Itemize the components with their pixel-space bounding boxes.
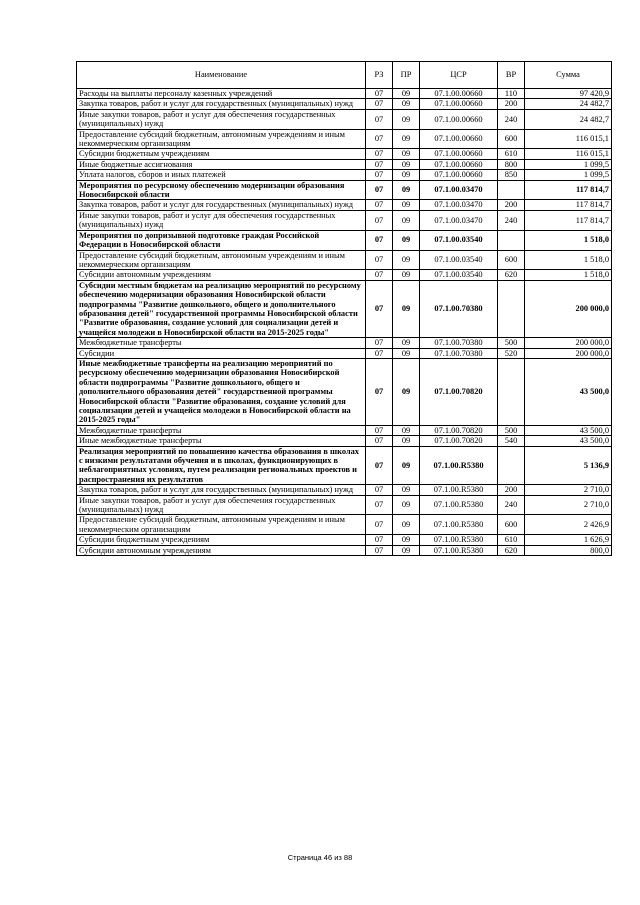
cell-pr: 09 [393,535,420,545]
table-row [77,270,612,280]
cell-sum: 2 710,0 [525,495,612,515]
cell-name: Предоставление субсидий бюджетным, автономным учреждениям и иным некоммерческим организациям [77,250,366,270]
cell-sum: 2 426,9 [525,515,612,535]
cell-name: Межбюджетные трансферты [77,425,366,435]
cell-vr [498,280,525,337]
cell-pr: 09 [393,170,420,180]
cell-name: Закупка товаров, работ и услуг для государственных (муниципальных) нужд [77,485,366,495]
table-row [77,170,612,180]
cell-pr: 09 [393,89,420,99]
cell-vr: 600 [498,129,525,149]
cell-csr: 07.1.00.70380 [420,348,498,358]
cell-csr: 07.1.00.00660 [420,99,498,109]
table-row [77,348,612,358]
cell-pr: 09 [393,348,420,358]
cell-vr [498,358,525,425]
cell-sum: 1 099,5 [525,159,612,169]
cell-sum: 200 000,0 [525,338,612,348]
cell-csr: 07.1.00.R5380 [420,495,498,515]
cell-name: Предоставление субсидий бюджетным, автономным учреждениям и иным некоммерческим организациям [77,129,366,149]
table-row [77,210,612,230]
cell-sum: 43 500,0 [525,358,612,425]
cell-pr: 09 [393,446,420,485]
cell-csr: 07.1.00.00660 [420,149,498,159]
cell-pr: 09 [393,129,420,149]
cell-sum: 117 814,7 [525,210,612,230]
table-row [77,535,612,545]
cell-vr: 200 [498,485,525,495]
cell-csr: 07.1.00.03470 [420,210,498,230]
cell-vr [498,180,525,200]
cell-name: Иные закупки товаров, работ и услуг для обеспечения государственных (муниципальных) нужд [77,210,366,230]
cell-csr: 07.1.00.00660 [420,170,498,180]
cell-vr: 620 [498,545,525,555]
cell-pr: 09 [393,545,420,555]
cell-name: Иные межбюджетные трансферты на реализацию мероприятий по ресурсному обеспечению модернизации образования Новосибирской области подпрограммы "Развитие дошкольного, общего и дополнительного образования детей" государственной программы Новосибирской области "Развитие образования, создание условий для социализации детей и учащейся молодежи в Новосибирской области на 2015-2025 годы" [77,358,366,425]
cell-csr: 07.1.00.70820 [420,425,498,435]
cell-sum: 43 500,0 [525,436,612,446]
cell-csr: 07.1.00.00660 [420,109,498,129]
cell-rz: 07 [366,200,393,210]
cell-name: Закупка товаров, работ и услуг для государственных (муниципальных) нужд [77,200,366,210]
table-row [77,99,612,109]
cell-name: Иные бюджетные ассигнования [77,159,366,169]
cell-pr: 09 [393,109,420,129]
cell-sum: 1 518,0 [525,250,612,270]
cell-vr: 240 [498,109,525,129]
table-row [77,89,612,99]
cell-csr: 07.1.00.00660 [420,89,498,99]
cell-sum: 97 420,9 [525,89,612,99]
table-row [77,149,612,159]
table-row [77,485,612,495]
cell-csr: 07.1.00.R5380 [420,535,498,545]
table-row [77,515,612,535]
cell-name: Субсидии автономным учреждениям [77,270,366,280]
cell-rz: 07 [366,515,393,535]
cell-vr: 520 [498,348,525,358]
table-body [77,89,612,556]
cell-name: Иные межбюджетные трансферты [77,436,366,446]
header-rz: РЗ [366,62,393,89]
cell-name: Уплата налогов, сборов и иных платежей [77,170,366,180]
cell-rz: 07 [366,270,393,280]
table-row [77,495,612,515]
cell-csr: 07.1.00.R5380 [420,515,498,535]
cell-csr: 07.1.00.03470 [420,200,498,210]
cell-pr: 09 [393,425,420,435]
cell-rz: 07 [366,425,393,435]
cell-pr: 09 [393,338,420,348]
cell-vr [498,230,525,250]
cell-vr: 850 [498,170,525,180]
cell-sum: 116 015,1 [525,149,612,159]
table-row [77,446,612,485]
header-name: Наименование [77,62,366,89]
cell-csr: 07.1.00.70820 [420,358,498,425]
cell-sum: 117 814,7 [525,200,612,210]
cell-vr: 600 [498,515,525,535]
cell-rz: 07 [366,535,393,545]
budget-table [76,61,612,556]
cell-pr: 09 [393,250,420,270]
cell-csr: 07.1.00.03470 [420,180,498,200]
cell-name: Субсидии бюджетным учреждениям [77,535,366,545]
cell-name: Мероприятия по ресурсному обеспечению модернизации образования Новосибирской области [77,180,366,200]
cell-sum: 116 015,1 [525,129,612,149]
cell-rz: 07 [366,149,393,159]
table-row [77,250,612,270]
cell-csr: 07.1.00.00660 [420,129,498,149]
cell-rz: 07 [366,250,393,270]
table-row [77,159,612,169]
cell-pr: 09 [393,180,420,200]
table-row [77,180,612,200]
cell-name: Мероприятия по допризывной подготовке граждан Российской Федерации в Новосибирской области [77,230,366,250]
cell-sum: 1 518,0 [525,230,612,250]
cell-sum: 200 000,0 [525,348,612,358]
cell-name: Иные закупки товаров, работ и услуг для обеспечения государственных (муниципальных) нужд [77,109,366,129]
cell-pr: 09 [393,515,420,535]
table-row [77,545,612,555]
cell-csr: 07.1.00.03540 [420,230,498,250]
cell-name: Субсидии [77,348,366,358]
cell-rz: 07 [366,446,393,485]
header-sum: Сумма [525,62,612,89]
cell-rz: 07 [366,436,393,446]
cell-name: Субсидии местным бюджетам на реализацию мероприятий по ресурсному обеспечению модернизации образования Новосибирской области подпрограммы "Развитие дошкольного, общего и дополнительного образования детей" государственной программы Новосибирской области "Развитие образования, создание условий для социализации детей и учащейся молодежи в Новосибирской области на 2015-2025 годы" [77,280,366,337]
table-row [77,425,612,435]
cell-sum: 5 136,9 [525,446,612,485]
cell-name: Субсидии автономным учреждениям [77,545,366,555]
cell-sum: 800,0 [525,545,612,555]
cell-vr: 620 [498,270,525,280]
page-number: Страница 46 из 88 [287,853,353,862]
cell-pr: 09 [393,159,420,169]
table-row [77,358,612,425]
cell-rz: 07 [366,545,393,555]
cell-sum: 2 710,0 [525,485,612,495]
cell-rz: 07 [366,495,393,515]
cell-pr: 09 [393,358,420,425]
cell-sum: 1 518,0 [525,270,612,280]
cell-rz: 07 [366,485,393,495]
cell-rz: 07 [366,348,393,358]
table-row [77,230,612,250]
cell-csr: 07.1.00.03540 [420,270,498,280]
cell-vr: 110 [498,89,525,99]
table-row [77,338,612,348]
cell-csr: 07.1.00.03540 [420,250,498,270]
cell-pr: 09 [393,495,420,515]
cell-rz: 07 [366,129,393,149]
cell-rz: 07 [366,99,393,109]
cell-rz: 07 [366,109,393,129]
cell-rz: 07 [366,180,393,200]
cell-vr: 240 [498,495,525,515]
cell-rz: 07 [366,338,393,348]
cell-rz: 07 [366,210,393,230]
cell-name: Реализация мероприятий по повышению качества образования в школах с низкими результатами обучения и в школах, функционирующих в неблагоприятных условиях, путем реализации региональных проектов и распространения их результатов [77,446,366,485]
cell-csr: 07.1.00.R5380 [420,485,498,495]
cell-name: Субсидии бюджетным учреждениям [77,149,366,159]
cell-name: Иные закупки товаров, работ и услуг для обеспечения государственных (муниципальных) нужд [77,495,366,515]
cell-vr [498,446,525,485]
cell-pr: 09 [393,230,420,250]
table-row [77,200,612,210]
cell-csr: 07.1.00.70820 [420,436,498,446]
header-vr: ВР [498,62,525,89]
cell-rz: 07 [366,280,393,337]
cell-sum: 200 000,0 [525,280,612,337]
cell-rz: 07 [366,358,393,425]
cell-vr: 540 [498,436,525,446]
cell-csr: 07.1.00.R5380 [420,446,498,485]
cell-vr: 610 [498,149,525,159]
cell-csr: 07.1.00.70380 [420,280,498,337]
cell-csr: 07.1.00.R5380 [420,545,498,555]
cell-vr: 800 [498,159,525,169]
cell-pr: 09 [393,270,420,280]
cell-pr: 09 [393,436,420,446]
cell-csr: 07.1.00.00660 [420,159,498,169]
cell-vr: 240 [498,210,525,230]
cell-pr: 09 [393,210,420,230]
cell-sum: 24 482,7 [525,109,612,129]
cell-vr: 500 [498,425,525,435]
cell-sum: 24 482,7 [525,99,612,109]
cell-rz: 07 [366,170,393,180]
cell-rz: 07 [366,230,393,250]
cell-sum: 43 500,0 [525,425,612,435]
cell-pr: 09 [393,99,420,109]
cell-vr: 200 [498,200,525,210]
cell-csr: 07.1.00.70380 [420,338,498,348]
table-row [77,280,612,337]
table-row [77,129,612,149]
cell-pr: 09 [393,200,420,210]
cell-rz: 07 [366,159,393,169]
cell-name: Межбюджетные трансферты [77,338,366,348]
cell-name: Расходы на выплаты персоналу казенных учреждений [77,89,366,99]
cell-vr: 500 [498,338,525,348]
cell-pr: 09 [393,149,420,159]
cell-name: Закупка товаров, работ и услуг для государственных (муниципальных) нужд [77,99,366,109]
cell-sum: 117 814,7 [525,180,612,200]
header-csr: ЦСР [420,62,498,89]
cell-vr: 600 [498,250,525,270]
header-pr: ПР [393,62,420,89]
cell-rz: 07 [366,89,393,99]
cell-sum: 1 626,9 [525,535,612,545]
cell-pr: 09 [393,280,420,337]
table-row [77,109,612,129]
cell-name: Предоставление субсидий бюджетным, автономным учреждениям и иным некоммерческим организациям [77,515,366,535]
table-header-row [77,62,612,89]
cell-vr: 610 [498,535,525,545]
cell-pr: 09 [393,485,420,495]
table-row [77,436,612,446]
cell-sum: 1 099,5 [525,170,612,180]
cell-vr: 200 [498,99,525,109]
